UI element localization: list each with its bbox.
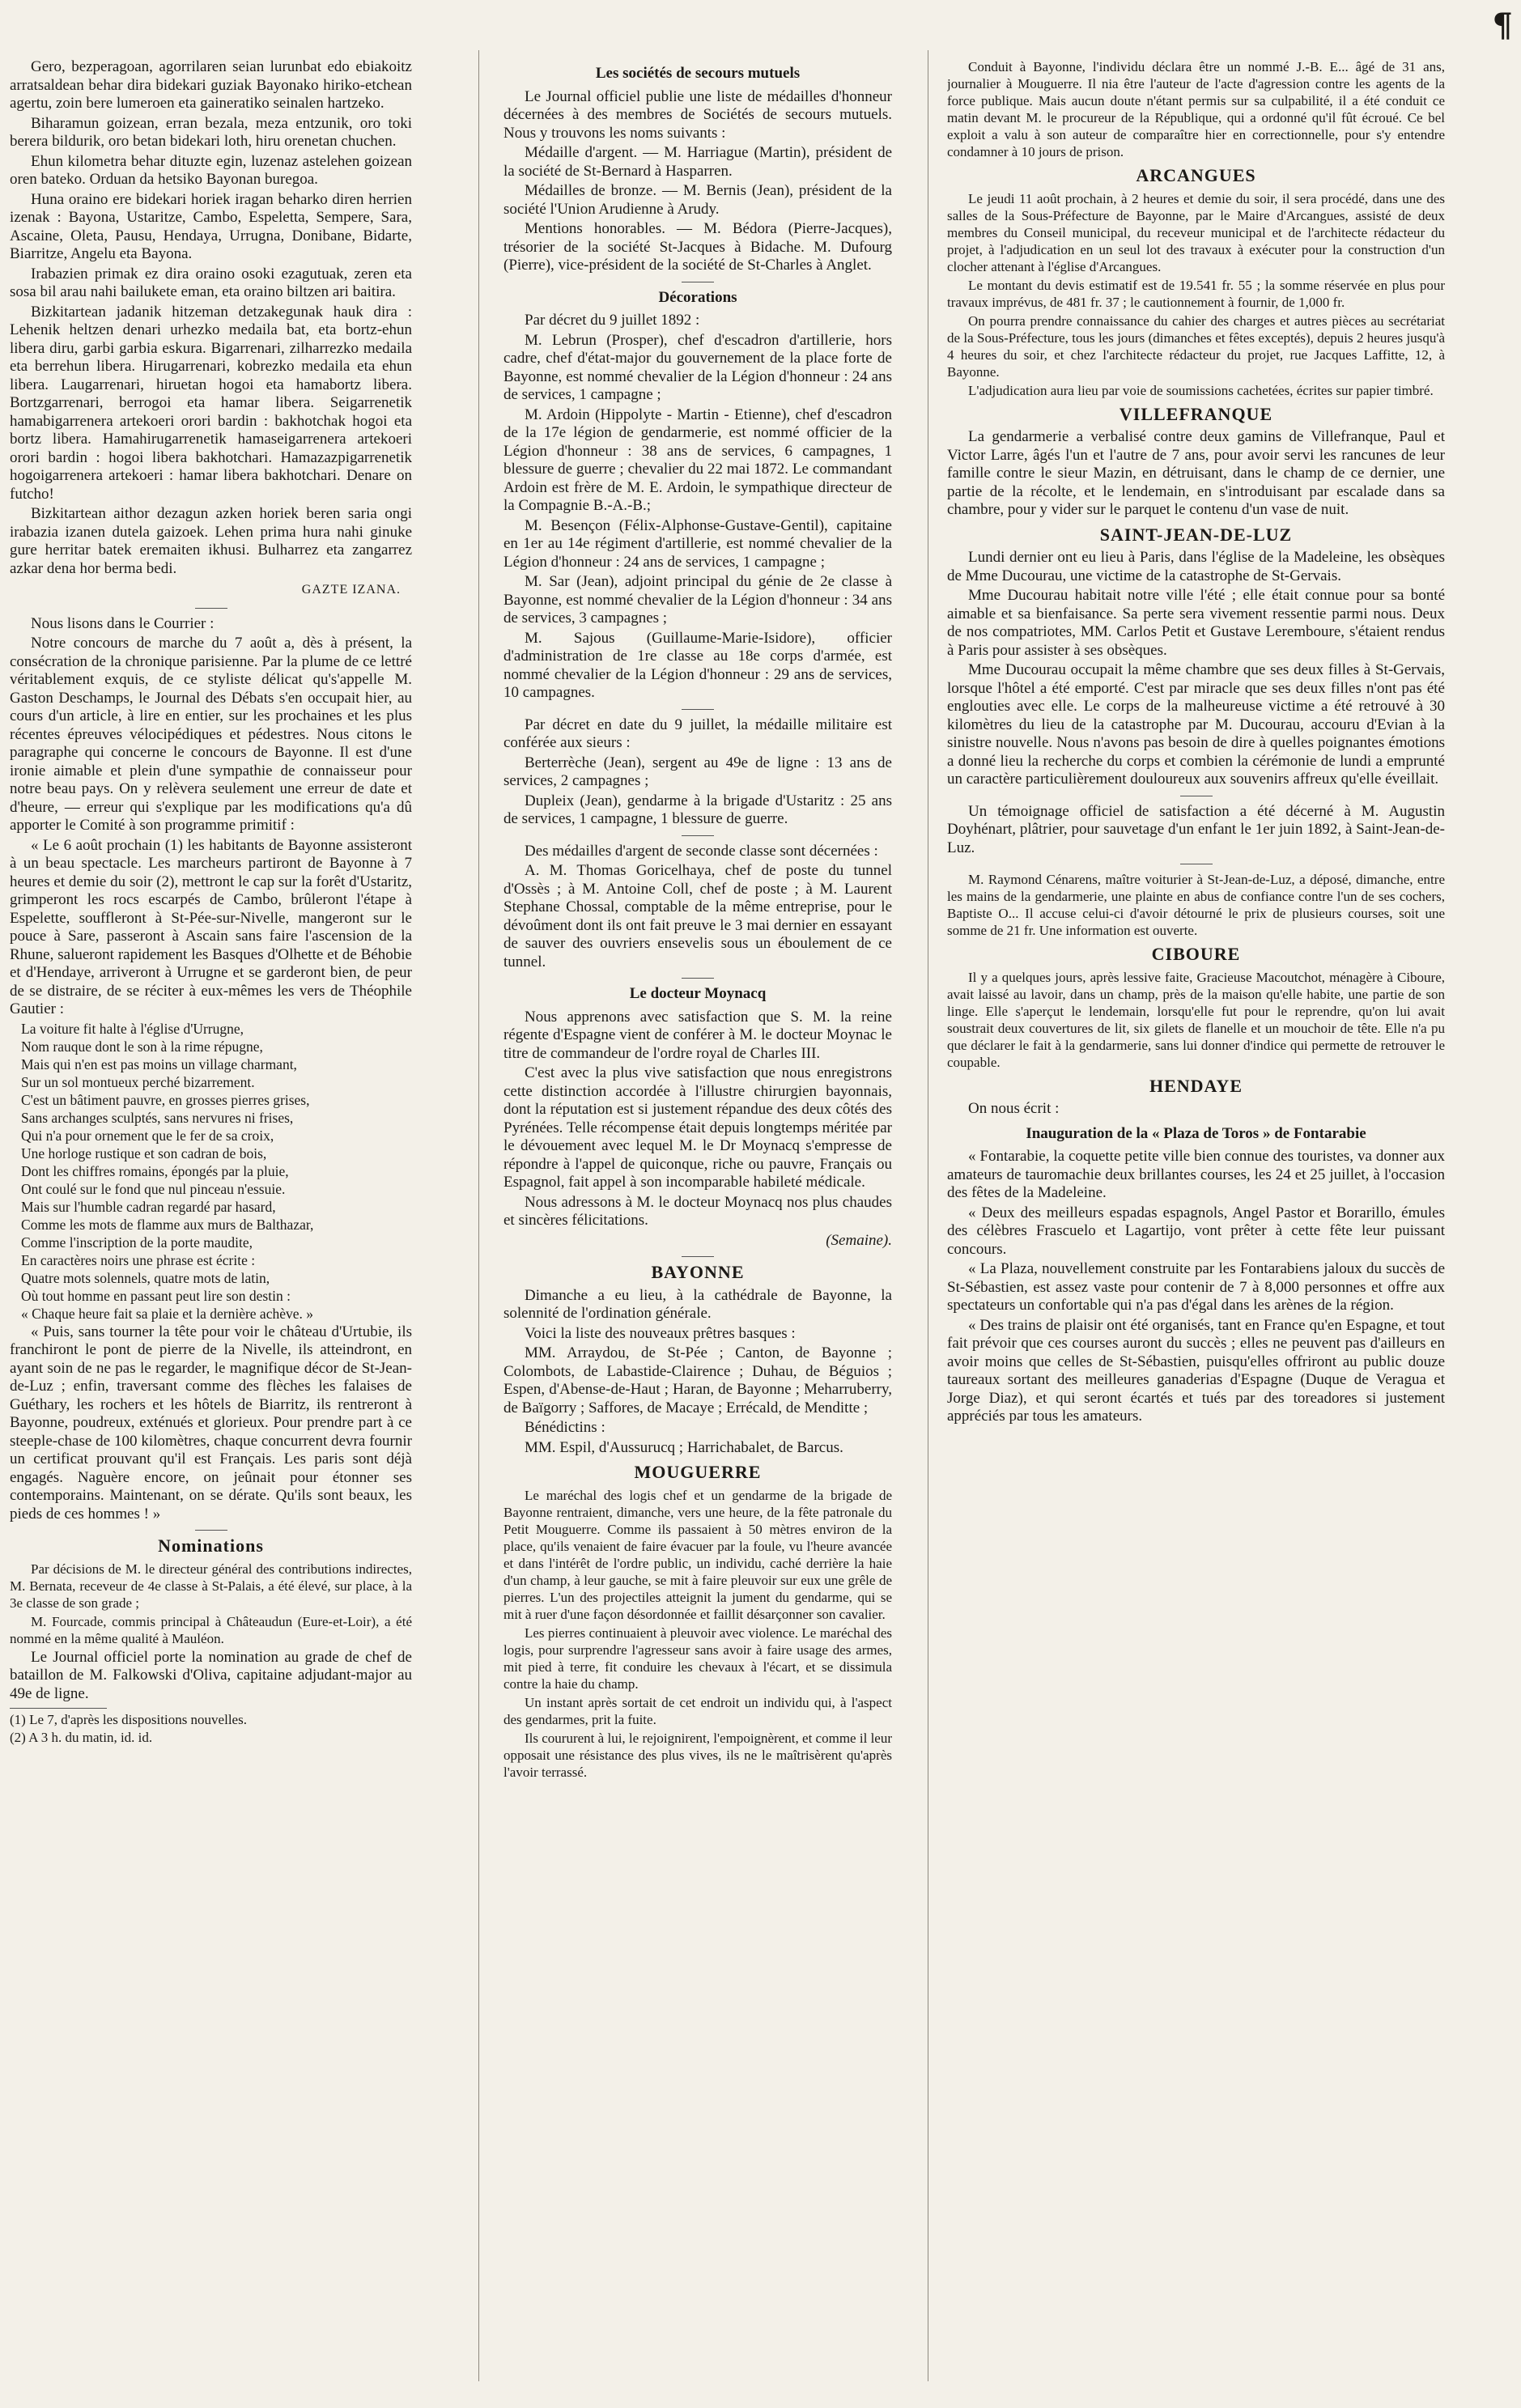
footnote-rule: [10, 1708, 107, 1709]
stjean-paragraph: Mme Ducourau habitait notre ville l'été ; elle était connue pour sa bonté aimable et sa bienfaisance. Sa perte sera vivement ressentie parmi nous. Deux de nos compatriotes, MM. Carlos Petit et Gustave Leremboure, s'étaient rendus à Paris pour assister à ses obsèques.: [947, 587, 1445, 659]
mouguerre-continuation: Conduit à Bayonne, l'individu déclara être un nommé J.-B. E... âgé de 31 ans, journalier à Mouguerre. Il nia être l'auteur de l'acte d'agression contre les agents de la force publique. Mais aucun doute n'étant permis sur sa culpabilité, il a été conduit ce matin devant M. le procureur de la République, qui a ordonné qu'il fût écroué. Ce bel exploit a valu à son auteur de comparaître hier en correctionnelle, pour s'y entendre condamner à 10 jours de prison.: [947, 59, 1445, 159]
arcangues-paragraph: On pourra prendre connaissance du cahier des charges et autres pièces au secrétariat de la Sous-Préfecture, tous les jours (dimanches et fêtes exceptés), depuis 2 heures jusqu'à 4 heures du soir, et chez l'architecte rédacteur du projet, rue Jacques Laffitte, 12, à Bayonne.: [947, 312, 1445, 380]
courrier-paragraph: Notre concours de marche du 7 août a, dès à présent, la consécration de la chronique parisienne. Par la plume de ce lettré véritablement exquis, de ce styliste délicat qu's'appelle M. Gaston Deschamps, le Journal des Débats s'en occupait hier, au cours d'un article, à lire en entier, sur les prochaines et les plus récentes épreuves vélocipédiques et pédestres. Nous citons le paragraphe qui concerne le concours de Bayonne. Il est d'une ironie aimable et plein d'une sympathie de connaisseur pour notre beau pays. On y relèvera seulement une erreur de date et d'heure, — erreur qui s'explique par les modifications qu'a dû apporter le Comité à son programme primitif :: [10, 635, 412, 834]
stjean-paragraph: M. Raymond Cénarens, maître voiturier à St-Jean-de-Luz, a déposé, dimanche, entre les mains de la gendarmerie, une plainte en abus de confiance contre l'un de ses cochers, Baptiste O... Il accuse celui-ci d'avoir détourné le prix de plusieurs courses, soit une somme de 21 fr. Une information est ouverte.: [947, 872, 1445, 938]
courrier-paragraph: Nous lisons dans le Courrier :: [31, 614, 215, 632]
hendaye-paragraph: « Des trains de plaisir ont été organisés, tant en France qu'en Espagne, et tout fait prévoir que ces courses auront du succès ; elles ne peuvent pas d'ailleurs en avoir moins que celles de St-Sébastien, puisqu'elles offriront au public douze taureaux sortant des meilleures ganaderias d'Espagne (Duque de Veragua et Jorge Diaz), et qui seront écartés et tués par des toreadores si justement appréciés par tous les amateurs.: [947, 1316, 1445, 1425]
courrier-article: [10, 615, 412, 1524]
decorations-paragraph: M. Lebrun (Prosper), chef d'escadron d'artillerie, hors cadre, chef d'état-major du gouvernement de la place forte de Bayonne, est nommé chevalier de la Légion d'honneur : 24 ans de services, 1 campagne ;: [503, 331, 892, 403]
bayonne-paragraph: MM. Arraydou, de St-Pée ; Canton, de Bayonne ; Colombots, de Labastide-Clairence ; Duhau, de Béguios ; Espen, d'Abense-de-Haut ; Haran, de Bayonne ; Meharruberry, de Baïgorry ; Saffores, de Macaye ; Errécald, de Menditte ;: [503, 1344, 892, 1416]
bayonne-paragraph: Bénédictins :: [525, 1419, 605, 1436]
moynacq-paragraph: C'est avec la plus vive satisfaction que nous enregistrons cette distinction accordée à l'illustre chirurgien bayonnais, dont la réputation est si justement répandue des deux côtés des Pyrénées. Telle récompense était depuis longtemps méritée par le dévouement avec lequel M. le Dr Moynacq s'empresse de répondre à l'appel de quiconque, riche ou pauvre, Français ou Espagnol, fait appel à son incomparable habileté médicale.: [503, 1064, 892, 1191]
article-signature: GAZTE IZANA.: [301, 583, 401, 597]
footnote: (1) Le 7, d'après les dispositions nouvelles.: [10, 1712, 247, 1727]
separator: [682, 835, 714, 836]
hendaye-paragraph: « Fontarabie, la coquette petite ville bien connue des touristes, va donner aux amateurs de tauromachie deux brillantes courses, les 24 et 25 juillet, à l'occasion des fêtes de la Madeleine.: [947, 1148, 1445, 1201]
societes-paragraph: Le Journal officiel publie une liste de médailles d'honneur décernées à des membres de Sociétés de secours mutuels. Nous y trouvons les noms suivants :: [503, 87, 892, 142]
stjean-paragraph: Mme Ducourau occupait la même chambre que ses deux filles à St-Gervais, lorsque l'hôtel a été emporté. C'est par miracle que ses deux filles n'ont pas été englouties avec elle. Le corps de la malheureuse victime a été retrouvé à 30 kilomètres du lieu de la catastrophe par M. Ducourau, accouru d'Evian à la sinistre nouvelle. Nous n'avons pas besoin de dire à quelles poignantes émotions a donné lieu la recherche du corps et combien la cérémonie de lundi a emprunté un caractère particulièrement douloureux aux souvenirs affreux qu'elle éveillait.: [947, 661, 1445, 788]
poem-line: La voiture fit halte à l'église d'Urrugne,: [21, 1020, 244, 1037]
poem-line: Quatre mots solennels, quatre mots de latin,: [21, 1269, 270, 1286]
decorations-heading: Décorations: [658, 288, 737, 306]
medaille-paragraph: Par décret en date du 9 juillet, la médaille militaire est conférée aux sieurs :: [503, 716, 892, 751]
bayonne-paragraph: Voici la liste des nouveaux prêtres basques :: [525, 1324, 796, 1342]
basque-paragraph: Gero, bezperagoan, agorrilaren seian lurunbat edo ebiakoitz arratsaldean behar dira bidekari guziak Bayonako hiriko-etchean agertu, zoin bere lumeroen eta gaineratiko seinalen hartzeko.: [10, 58, 412, 112]
hendaye-heading: HENDAYE: [1149, 1075, 1243, 1096]
medaille-paragraph: Berterrèche (Jean), sergent au 49e de ligne : 13 ans de services, 2 campagnes ;: [503, 754, 892, 789]
hendaye-paragraph: « Deux des meilleurs espadas espagnols, Angel Pastor et Borarillo, émules des célèbres Frascuelo et Lagartijo, vont prêter à cette fête leur puissant concours.: [947, 1204, 1445, 1258]
page-corner-mark: ¶: [1492, 6, 1513, 45]
poem-line: Une horloge rustique et son cadran de bois,: [21, 1145, 267, 1162]
courrier-paragraph: « Puis, sans tourner la tête pour voir le château d'Urtubie, ils franchiront le pont de pierre de la Nivelle, ils atteindront, en ayant soin de ne pas le regarder, le magnifique décor de St-Jean-de-Luz ; enfin, traversant comme des flèches les falaises de Guéthary, les rochers et les hôtels de Biarritz, ils rentreront à Bayonne, poudreux, exténués et glorieux. Pour prendre part à ce steeple-chase de 100 kilomètres, chaque concurrent devra fournir un certificat prouvant qu'il est Français. Les paris sont déjà engagés. Naguère encore, on jeûnait pour étonner ses contemporains. Maintenant, on se dérate. Qu'ils sont beaux, les pieds de ces hommes ! »: [10, 1323, 412, 1523]
decorations-paragraph: M. Besençon (Félix-Alphonse-Gustave-Gentil), capitaine en 1er au 14e régiment d'artillerie, est nommé chevalier de la Légion d'honneur : 24 ans de services, 1 campagne ;: [503, 516, 892, 571]
column-rule-left: [478, 50, 479, 2381]
column-3: [947, 58, 1445, 2389]
arcangues-paragraph: Le montant du devis estimatif est de 19.541 fr. 55 ; la somme réservée en plus pour travaux imprévus, de 481 fr. 37 ; le cautionnement à fournir, de 1,000 fr.: [947, 277, 1445, 310]
poem-line: Ont coulé sur le fond que nul pinceau n'essuie.: [21, 1180, 286, 1197]
poem-line: Comme l'inscription de la porte maudite,: [21, 1234, 253, 1251]
mouguerre-paragraph: Les pierres continuaient à pleuvoir avec violence. Le maréchal des logis, pour surprendre l'agresseur sans avoir à faire usage des armes, mit pied à terre, fit conduire les chevaux à l'écart, et se dissimula contre la haie du champ.: [503, 1624, 892, 1692]
societes-heading: Les sociétés de secours mutuels: [595, 65, 801, 82]
poem-line: En caractères noirs une phrase est écrite :: [21, 1251, 256, 1268]
ciboure-heading: CIBOURE: [1151, 944, 1241, 964]
basque-paragraph: Irabazien primak ez dira oraino osoki ezagutuak, zeren eta sosa bil arau nahi bailukete eman, eta oraino biltzen ari baitira.: [10, 265, 412, 300]
saint-jean-de-luz-heading: SAINT-JEAN-DE-LUZ: [1099, 524, 1293, 545]
moynacq-paragraph: Nous adressons à M. le docteur Moynacq nos plus chaudes et sincères félicitations.: [503, 1193, 892, 1229]
villefranque-heading: VILLEFRANQUE: [1119, 403, 1273, 424]
courrier-paragraph: « Le 6 août prochain (1) les habitants de Bayonne assisteront à un beau spectacle. Les marcheurs partiront de Bayonne à 7 heures et demie du soir (2), mettront le cap sur la forêt d'Ustaritz, grimperont les rocs escarpés de Cambo, brûleront l'étape à Espelette, souffleront à St-Pée-sur-Nivelle, mangeront sur le pouce à Sare, passeront à Ascain sans faire l'ascension de la Rhune, salueront rapidement les Basques d'Olhette et de Béhobie et d'Hendaye, arriveront à Urrugne et se garderont bien, de peur de se distraire, de se réciter à eux-mêmes les vers de Théophile Gautier :: [10, 836, 412, 1017]
nominations-paragraph: Le Journal officiel porte la nomination au grade de chef de bataillon de M. Falkowski d'Oliva, capitaine adjudant-major au 49e de ligne.: [10, 1648, 412, 1702]
column-2: [503, 58, 892, 2389]
argent-paragraph: A. M. Thomas Goricelhaya, chef de poste du tunnel d'Ossès ; à M. Antoine Coll, chef de poste ; à M. Laurent Stephane Chossal, comptable de la même entreprise, pour le dévoûment dont ils ont fait preuve le 3 mai dernier en essayant de sauver des ouvriers ensevelis sous un éboulement de ce tunnel.: [503, 862, 892, 970]
poem-line: Comme les mots de flamme aux murs de Balthazar,: [21, 1216, 314, 1233]
moynacq-paragraph: Nous apprenons avec satisfaction que S. M. la reine régente d'Espagne vient de conférer à M. le docteur Moynac le titre de commandeur de l'ordre royal de Charles III.: [503, 1008, 892, 1062]
hendaye-subtitle: Inauguration de la « Plaza de Toros » de Fontarabie: [1026, 1124, 1366, 1142]
basque-paragraph: Bizkitartean aithor dezagun azken horiek beren saria ongi irabazia izanen dutela gaizoek. Lehen prima hura nahi ginuke gure herritar batek eremaiten ikhusi. Bulharrez eta zangarrez azkar dena hor berma bedi.: [10, 505, 412, 577]
poem-line: « Chaque heure fait sa plaie et la dernière achève. »: [21, 1305, 313, 1322]
stjean-paragraph: Lundi dernier ont eu lieu à Paris, dans l'église de la Madeleine, les obsèques de Mme Ducourau, une victime de la catastrophe de St-Gervais.: [947, 549, 1445, 584]
mouguerre-paragraph: Ils coururent à lui, le rejoignirent, l'empoignèrent, et comme il leur opposait une résistance des plus vives, ils ne le maîtrisèrent qu'après l'avoir terrassé.: [503, 1730, 892, 1780]
separator: [682, 978, 714, 979]
poem-line: Sans archanges sculptés, sans nervures ni frises,: [21, 1109, 294, 1126]
mouguerre-heading: MOUGUERRE: [634, 1462, 762, 1482]
nominations-heading: Nominations: [158, 1535, 264, 1556]
separator: [682, 709, 714, 710]
hendaye-intro: On nous écrit :: [968, 1100, 1060, 1117]
decorations-paragraph: M. Ardoin (Hippolyte - Martin - Etienne), chef d'escadron de la 17e légion de gendarmerie, est nommé officier de la Légion d'honneur : 38 ans de services, 6 campagnes, 1 blessure de guerre ; chevalier du 22 mai 1872. Le commandant Ardoin est frère de M. E. Ardoin, le sympathique directeur de la Compagnie B.-A.-B.;: [503, 406, 892, 514]
mouguerre-paragraph: Le maréchal des logis chef et un gendarme de la brigade de Bayonne rentraient, dimanche, vers une heure, de la fête patronale du Petit Mouguerre. Comme ils passaient à 50 mètres environ de la place, qu'ils venaient de faire évacuer par la foule, vu l'heure avancée et dans l'intérêt de l'ordre public, un individu, caché derrière la haie d'un champ, à leur gauche, se mit à faire pleuvoir sur eux une grêle de pierres. L'un des projectiles atteignit la jument du gendarme, qui se mit à ruer d'une façon désordonnée et faillit désarçonner son cavalier.: [503, 1487, 892, 1622]
poem-line: Où tout homme en passant peut lire son destin :: [21, 1287, 291, 1304]
ciboure-paragraph: Il y a quelques jours, après lessive faite, Gracieuse Macoutchot, ménagère à Ciboure, avait laissé au lavoir, dans un champ, près de la maison qu'elle habite, une partie de son linge. Elle s'aperçut le lendemain, lorsqu'elle fut pour le reprendre, qu'on lui avait soustrait deux couvertures de lit, six gilets de flanelle et un mouchoir de tête. Elle n'a pu que déclarer le fait à la gendarmerie, sans lui donner d'indice qui permette de retrouver le coupable.: [947, 969, 1445, 1070]
separator: [682, 1256, 714, 1257]
nominations-paragraph: Par décisions de M. le directeur général des contributions indirectes, M. Bernata, receveur de 4e classe à St-Palais, a été élevé, sur place, à la 3e classe de son grade ;: [10, 1561, 412, 1611]
decorations-paragraph: Par décret du 9 juillet 1892 :: [525, 312, 700, 329]
medaille-paragraph: Dupleix (Jean), gendarme à la brigade d'Ustaritz : 25 ans de services, 1 campagne, 1 blessure de guerre.: [503, 792, 892, 827]
villefranque-paragraph: La gendarmerie a verbalisé contre deux gamins de Villefranque, Paul et Victor Larre, âgés l'un et l'autre de 7 ans, pour avoir servi les rancunes de leur famille contre le sieur Mazin, en détruisant, dans le champ de ce dernier, une partie de la récolte, et le lendemain, en s'introduisant par escalade dans sa chambre, pour y vider sur le parquet le contenu d'un vase de nuit.: [947, 428, 1445, 518]
societes-paragraph: Mentions honorables. — M. Bédora (Pierre-Jacques), trésorier de la société St-Jacques à Bidache. M. Dufourg (Pierre), vice-président de la société de St-Charles à Anglet.: [503, 220, 892, 274]
nominations-paragraph: M. Fourcade, commis principal à Châteaudun (Eure-et-Loir), a été nommé en la même qualité à Mauléon.: [10, 1613, 412, 1646]
basque-article: [10, 58, 412, 600]
moynacq-source: (Semaine).: [826, 1231, 892, 1249]
arcangues-paragraph: Le jeudi 11 août prochain, à 2 heures et demie du soir, il sera procédé, dans une des salles de la Sous-Préfecture de Bayonne, par le Maire d'Arcangues, assisté de deux membres du Conseil municipal, du receveur municipal et de l'architecte rédacteur du projet, à l'adjudication en un seul lot des travaux à exécuter pour la construction d'un clocher attenant à l'église d'Arcangues.: [947, 190, 1445, 274]
stjean-paragraph: Un témoignage officiel de satisfaction a été décerné à M. Augustin Doyhénart, plâtrier, pour sauvetage d'un enfant le 1er juin 1892, à Saint-Jean-de-Luz.: [947, 802, 1445, 856]
basque-paragraph: Ehun kilometra behar dituzte egin, luzenaz astelehen goizean oren bateko. Orduan da hetsiko Bayonan buregoa.: [10, 152, 412, 188]
basque-paragraph: Biharamun goizean, erran bezala, meza entzunik, oro toki berera bildurik, oro betan bidekari loth, hiru orenetan chuchen.: [10, 114, 412, 150]
basque-paragraph: Huna oraino ere bidekari horiek iragan beharko diren herrien izenak : Bayona, Ustaritze, Cambo, Espeletta, Sempere, Sara, Ascaine, Oleta, Pausu, Hendaya, Urrugna, Donibane, Bidarte, Biarritze, Angelu eta Bayona.: [10, 190, 412, 262]
poem-line: C'est un bâtiment pauvre, en grosses pierres grises,: [21, 1091, 310, 1108]
moynacq-heading: Le docteur Moynacq: [629, 985, 767, 1002]
separator: [195, 608, 227, 609]
bayonne-paragraph: Dimanche a eu lieu, à la cathédrale de Bayonne, la solennité de l'ordination générale.: [503, 1286, 892, 1322]
column-1: [10, 58, 412, 2389]
societes-paragraph: Médaille d'argent. — M. Harriague (Martin), président de la société de St-Bernard à Hasparren.: [503, 144, 892, 180]
separator: [195, 1530, 227, 1531]
poem-line: Qui n'a pour ornement que le fer de sa croix,: [21, 1127, 274, 1144]
hendaye-paragraph: « La Plaza, nouvellement construite par les Fontarabiens jaloux du succès de St-Sébastien, est assez vaste pour contenir de 7 à 8,000 personnes et offre aux spectateurs un confortable qui n'a pas d'égal dans les arènes de la région.: [947, 1260, 1445, 1314]
footnote: (2) A 3 h. du matin, id. id.: [10, 1730, 153, 1745]
decorations-paragraph: M. Sar (Jean), adjoint principal du génie de 2e classe à Bayonne, est nommé chevalier de la Légion d'honneur : 34 ans de services, 3 campagnes ;: [503, 573, 892, 626]
poem-line: Mais qui n'en est pas moins un village charmant,: [21, 1055, 297, 1072]
gautier-poem: [10, 1021, 412, 1322]
poem-line: Dont les chiffres romains, épongés par la pluie,: [21, 1162, 289, 1179]
decorations-paragraph: M. Sajous (Guillaume-Marie-Isidore), officier d'administration de 1re classe au 18e corps d'armée, est nommé chevalier de la Légion d'honneur : 29 ans de services, 10 campagnes.: [503, 629, 892, 701]
poem-line: Sur un sol montueux perché bizarrement.: [21, 1073, 255, 1090]
poem-line: Mais sur l'humble cadran regardé par hasard,: [21, 1198, 276, 1215]
bayonne-paragraph: MM. Espil, d'Aussurucq ; Harrichabalet, de Barcus.: [525, 1438, 843, 1456]
bayonne-heading: BAYONNE: [651, 1262, 745, 1282]
societes-paragraph: Médailles de bronze. — M. Bernis (Jean), président de la société l'Union Arudienne à Arudy.: [503, 182, 892, 218]
mouguerre-paragraph: Un instant après sortait de cet endroit un individu qui, à l'aspect des gendarmes, prit la fuite.: [503, 1694, 892, 1727]
arcangues-paragraph: L'adjudication aura lieu par voie de soumissions cachetées, écrites sur papier timbré.: [968, 382, 1434, 398]
arcangues-heading: ARCANGUES: [1136, 165, 1256, 185]
basque-paragraph: Bizkitartean jadanik hitzeman detzakegunak hauk dira : Lehenik heltzen denari urhezko medaila bat, eta bortz-ehun libera diru, garbi garbia eskura. Bigarrenari, zilharrezko medaila eta berrehun libera. Hirugarrenari, kobrezko medaila eta ehun libera. Laugarrenari, hiruetan hogoi eta hamabortz libera. Bortzgarrenari, berrogoi eta hamar libera. Seigarrenetik hamabigarrenera artekoeri orori bardin : bakhotchak hogoi eta bortz libera. Hamahirugarrenetik hamaseigarrenera artekoeri orori bardin : hogoi libera bakhotchari. Hamazazpigarrenetik hogoigarrenera artekoeri : hamar libera bakhotchari. Denare on futcho!: [10, 303, 412, 503]
argent-paragraph: Des médailles d'argent de seconde classe sont décernées :: [525, 842, 878, 860]
poem-line: Nom rauque dont le son à la rime répugne,: [21, 1038, 263, 1055]
